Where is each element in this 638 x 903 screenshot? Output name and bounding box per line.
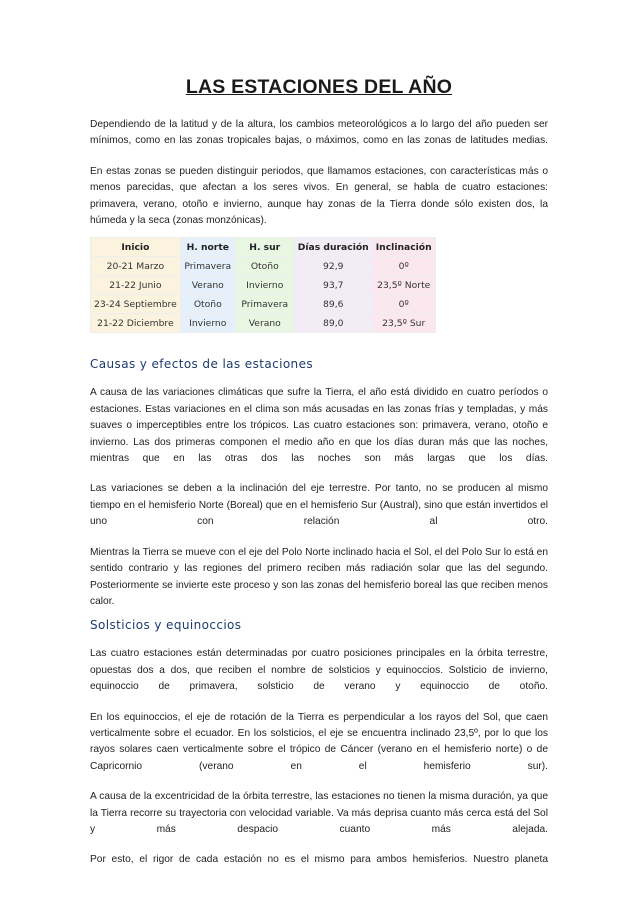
cell-inicio: 23-24 Septiembre <box>91 295 181 314</box>
cell-h-norte: Otoño <box>180 295 235 314</box>
causas-paragraph-3: Mientras la Tierra se mueve con el eje del Polo Norte inclinado hacia el Sol, el del Polo Sur lo está en sentido contrario y las regiones del primero reciben más radiación solar que las del segundo. Posteriormente se invierte este proceso y son las zonas del hemisferio boreal las que reciben menos calor. <box>90 546 548 607</box>
table-header-row <box>91 238 436 257</box>
header-h-norte: H. norte <box>180 238 235 257</box>
causas-paragraph-1: A causa de las variaciones climáticas que sufre la Tierra, el año está dividido en cuatro períodos o estaciones. Estas variaciones en el clima son más acusadas en las zonas frías y templadas, y más suaves o imperceptibles entre los trópicos. Las cuatro estaciones son: primavera, verano, otoño e invierno. Las dos primeras componen el medio año en que los días duran más que las noches, mientras que en las otras dos las noches son más largas que los días. <box>90 387 548 465</box>
section-heading-causas: Causas y efectos de las estaciones <box>90 357 314 372</box>
header-h-sur: H. sur <box>235 238 294 257</box>
cell-h-norte: Primavera <box>180 257 235 276</box>
cell-inclinacion: 23,5º Norte <box>372 276 435 295</box>
cell-h-norte: Verano <box>180 276 235 295</box>
table-row <box>91 295 436 314</box>
cell-h-sur: Verano <box>235 314 294 333</box>
cell-dias-duracion: 89,6 <box>294 295 372 314</box>
table-row <box>91 314 436 333</box>
solsticios-paragraph-1: Las cuatro estaciones están determinadas por cuatro posiciones principales en la órbita terrestre, opuestas dos a dos, que reciben el nombre de solsticios y equinoccios. Solsticio de invierno, equinoccio de primavera, solsticio de verano y equinoccio de otoño. <box>90 648 548 693</box>
causas-paragraph-2: Las variaciones se deben a la inclinación del eje terrestre. Por tanto, no se producen al mismo tiempo en el hemisferio Norte (Boreal) que en el hemisferio Sur (Austral), sino que están invertidos el uno con relación al otro. <box>90 483 548 528</box>
intro-paragraph-1: Dependiendo de la latitud y de la altura, los cambios meteorológicos a lo largo del año pueden ser mínimos, como en las zonas tropicales bajas, o máximos, como en las zonas de latitudes medias. <box>90 119 548 147</box>
cell-inicio: 21-22 Junio <box>91 276 181 295</box>
solsticios-paragraph-2: En los equinoccios, el eje de rotación de la Tierra es perpendicular a los rayos del Sol, que caen verticalmente sobre el ecuador. En los solsticios, el eje se encuentra inclinado 23,5º, por lo que los rayos solares caen verticalmente sobre el trópico de Cáncer (verano en el hemisferio norte) o de Capricornio (verano en el hemisferio sur). <box>90 711 548 772</box>
cell-inicio: 20-21 Marzo <box>91 257 181 276</box>
cell-dias-duracion: 93,7 <box>294 276 372 295</box>
cell-inclinacion: 0º <box>372 257 435 276</box>
intro-paragraph-2: En estas zonas se pueden distinguir periodos, que llamamos estaciones, con características más o menos parecidas, que afectan a los seres vivos. En general, se habla de cuatro estaciones: primavera, verano, otoño e invierno, aunque hay zonas de la Tierra donde sólo existen dos, la húmeda y la seca (zonas monzónicas). <box>90 165 548 227</box>
cell-inclinacion: 23,5º Sur <box>372 314 435 333</box>
cell-dias-duracion: 89,0 <box>294 314 372 333</box>
cell-h-norte: Invierno <box>180 314 235 333</box>
seasons-table <box>90 237 436 333</box>
table-row <box>91 257 436 276</box>
table-row <box>91 276 436 295</box>
solsticios-paragraph-4: Por esto, el rigor de cada estación no es el mismo para ambos hemisferios. Nuestro planeta <box>90 854 548 866</box>
page-title: LAS ESTACIONES DEL AÑO <box>185 76 453 98</box>
document-page <box>90 76 548 883</box>
cell-h-sur: Invierno <box>235 276 294 295</box>
header-inclinacion: Inclinación <box>372 238 435 257</box>
header-dias-duracion: Días duración <box>294 238 372 257</box>
section-heading-solsticios: Solsticios y equinoccios <box>90 618 242 633</box>
cell-inicio: 21-22 Diciembre <box>91 314 181 333</box>
cell-h-sur: Otoño <box>235 257 294 276</box>
header-inicio: Inicio <box>91 238 181 257</box>
cell-h-sur: Primavera <box>235 295 294 314</box>
cell-inclinacion: 0º <box>372 295 435 314</box>
cell-dias-duracion: 92,9 <box>294 257 372 276</box>
solsticios-paragraph-3: A causa de la excentricidad de la órbita terrestre, las estaciones no tienen la misma duración, ya que la Tierra recorre su trayectoria con velocidad variable. Va más deprisa cuanto más cerca está del Sol y más despacio cuanto más alejada. <box>90 791 548 835</box>
